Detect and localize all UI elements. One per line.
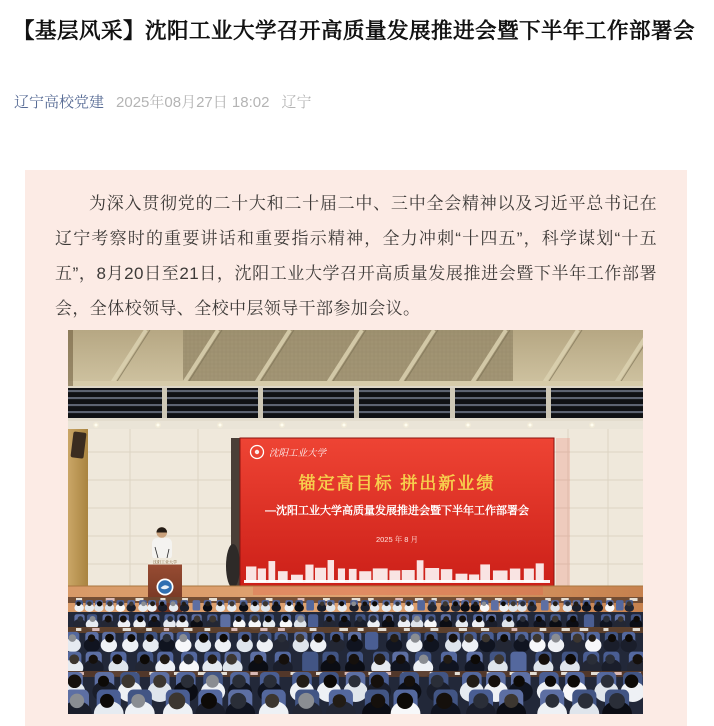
banner-logo-text: 沈阳工业大学	[269, 448, 327, 459]
banner-screen	[240, 438, 554, 586]
conference-photo-illustration	[68, 330, 643, 714]
banner-title: 锚定高目标 拼出新业绩	[298, 474, 496, 493]
article-photo[interactable]	[68, 330, 643, 714]
podium-label: 沈阳工业大学	[153, 559, 177, 565]
highlight-card	[25, 170, 687, 726]
publish-location: 辽宁	[281, 94, 312, 111]
ceiling-vault	[68, 330, 643, 387]
banner-date: 2025 年 8 月	[375, 535, 419, 544]
standing-person-silhouette	[226, 544, 240, 588]
publish-date: 2025年08月27日 18:02	[116, 94, 270, 111]
article-title: 【基层风采】沈阳工业大学召开高质量发展推进会暨下半年工作部署会	[13, 19, 696, 43]
audience-crowd	[68, 597, 643, 714]
article-paragraph: 为深入贯彻党的二十大和二十届二中、三中全会精神以及习近平总书记在辽宁考察时的重要讲话和重要指示精神，全力冲刺“十四五”，科学谋划“十五五”，8月20日至21日，沈阳工业大学召开高质量发展推进会暨下半年工作部署会，全体校领导、全校中层领导干部参加会议。	[55, 194, 657, 318]
byline	[14, 91, 311, 112]
account-link[interactable]: 辽宁高校党建	[14, 94, 105, 111]
ceiling-grille	[68, 386, 643, 429]
banner-subtitle: —沈阳工业大学高质量发展推进会暨下半年工作部署会	[265, 505, 529, 517]
